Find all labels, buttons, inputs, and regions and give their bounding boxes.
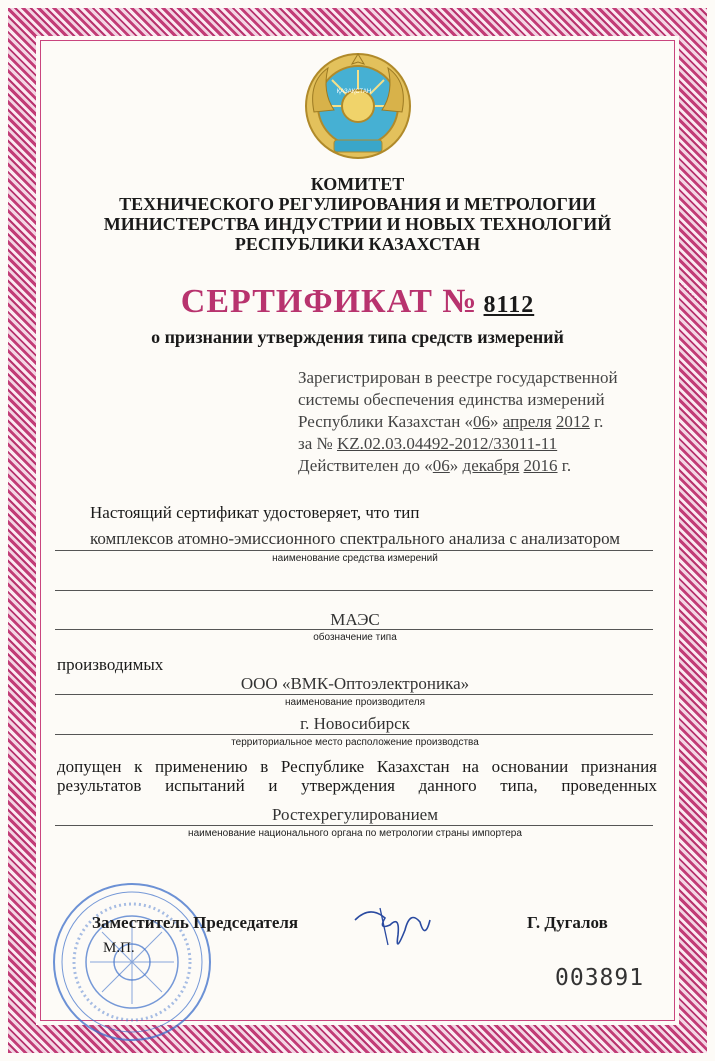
authority: Ростехрегулированием <box>272 805 438 824</box>
state-emblem-icon <box>304 52 412 160</box>
signatory-name: Г. Дугалов <box>527 913 608 932</box>
valid-prefix: Действителен до « <box>298 456 433 475</box>
certificate-title <box>0 283 715 321</box>
reg-suffix: г. <box>589 412 604 431</box>
intro-text: Настоящий сертификат удостоверяет, что тип <box>90 503 420 522</box>
type-designation: МАЭС <box>330 610 380 629</box>
reg-year: 2012 <box>555 412 590 431</box>
certificate-number: 8112 <box>483 292 535 318</box>
produced-label: производимых <box>57 655 164 674</box>
manufacturer-line <box>55 694 653 695</box>
location-line <box>55 734 653 735</box>
valid-sep: » <box>449 456 463 475</box>
reg-month: апреля <box>502 412 552 431</box>
admitted-line-2: результатов испытаний и утверждения данного типа, проведенных <box>57 776 657 795</box>
signatory-position: Заместитель Председателя <box>92 913 299 932</box>
location-caption: территориальное место расположение производства <box>231 737 479 748</box>
registration-line-2: системы обеспечения единства измерений <box>298 390 605 409</box>
certificate-subtitle: о признании утверждения типа средств измерений <box>151 327 564 347</box>
registration-line-5 <box>298 455 571 477</box>
instrument-name: комплексов атомно-эмиссионного спектрального анализа с анализатором <box>89 529 621 548</box>
mp-label: М.П. <box>103 940 135 956</box>
location: г. Новосибирск <box>300 714 410 733</box>
admitted-line-1: допущен к применению в Республике Казахстан на основании признания <box>57 757 657 776</box>
manufacturer-caption: наименование производителя <box>284 697 426 708</box>
registration-line-4 <box>298 433 557 455</box>
registration-line-1: Зарегистрирован в реестре государственной <box>298 368 618 387</box>
valid-suffix: г. <box>557 456 572 475</box>
instrument-caption: наименование средства измерений <box>272 553 438 564</box>
header-line-2: ТЕХНИЧЕСКОГО РЕГУЛИРОВАНИЯ И МЕТРОЛОГИИ <box>119 194 596 214</box>
certificate-title-text: СЕРТИФИКАТ № <box>180 283 478 320</box>
authority-caption: наименование национального органа по метрологии страны импортера <box>188 828 522 839</box>
type-caption: обозначение типа <box>313 632 397 643</box>
reg-day: 06 <box>473 412 491 431</box>
reg-number: KZ.02.03.04492-2012/33011-11 <box>336 434 558 453</box>
valid-month: декабря <box>462 456 520 475</box>
reg-number-prefix: за № <box>298 434 337 453</box>
valid-day: 06 <box>432 456 450 475</box>
header-line-1: КОМИТЕТ <box>310 174 405 194</box>
header-line-3: МИНИСТЕРСТВА ИНДУСТРИИ И НОВЫХ ТЕХНОЛОГИЙ <box>103 214 612 234</box>
blank-line <box>55 590 653 591</box>
signature-icon <box>350 900 440 960</box>
official-stamp-icon <box>50 880 215 1045</box>
authority-line <box>55 825 653 826</box>
manufacturer: ООО «ВМК-Оптоэлектроника» <box>240 674 470 693</box>
reg-sep: » <box>490 412 503 431</box>
valid-year: 2016 <box>523 456 558 475</box>
emblem-text: ҚАЗАҚСТАН <box>336 89 372 95</box>
reg-country: Республики Казахстан « <box>298 412 474 431</box>
instrument-name-line <box>55 550 653 551</box>
header-line-4: РЕСПУБЛИКИ КАЗАХСТАН <box>234 234 481 254</box>
registration-line-3 <box>298 411 603 433</box>
serial-number: 003891 <box>555 965 645 991</box>
type-line <box>55 629 653 630</box>
